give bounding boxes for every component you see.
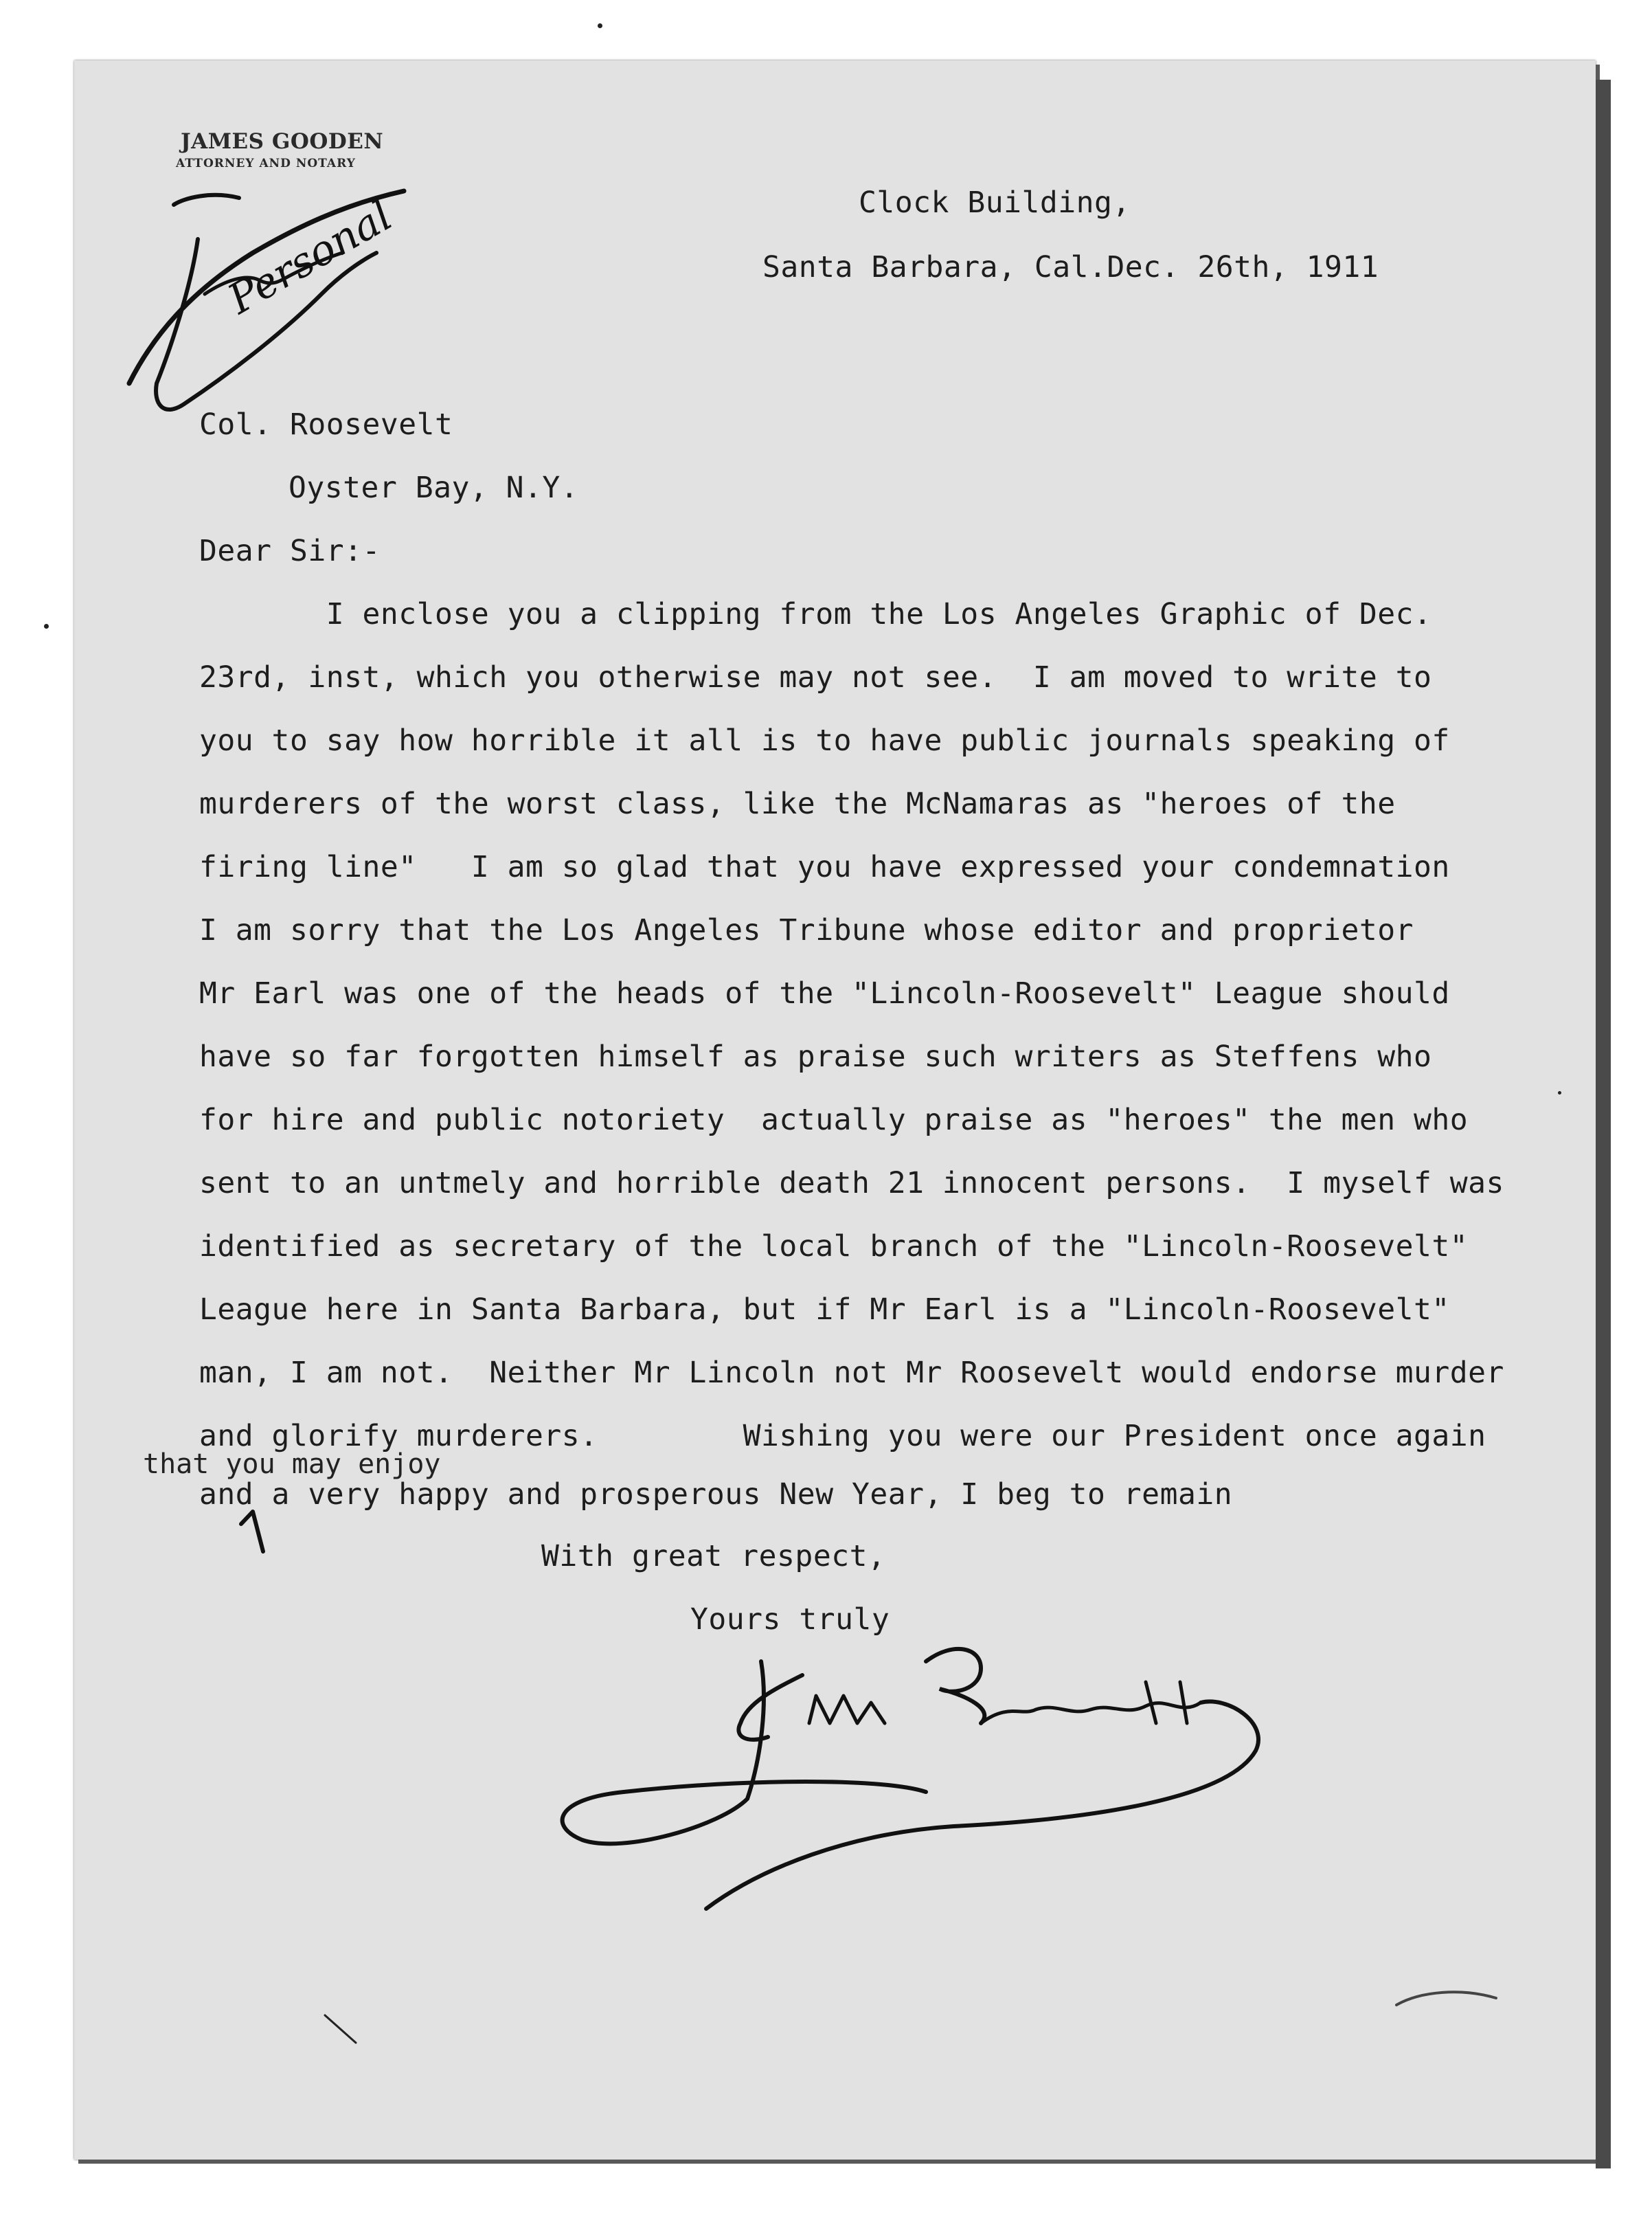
salutation: Dear Sir:-	[199, 534, 381, 568]
body-line: and glorify murderers. Wishing you were our President once again	[199, 1419, 1486, 1453]
body-line: 23rd, inst, which you otherwise may not see. I am moved to write to	[199, 660, 1432, 695]
scan-speck	[44, 624, 49, 629]
sender-address-line: Clock Building,	[859, 186, 1131, 220]
letter-page	[74, 60, 1596, 2160]
letterhead-name: JAMES GOODEN	[181, 129, 384, 154]
scan-speck	[1558, 1091, 1561, 1095]
body-line: League here in Santa Barbara, but if Mr Earl is a "Lincoln-Roosevelt"	[199, 1292, 1450, 1327]
page-edge-shadow	[1596, 80, 1611, 2168]
body-line: I enclose you a clipping from the Los Angeles Graphic of Dec.	[199, 597, 1432, 631]
body-last-line: and a very happy and prosperous New Year, I beg to remain	[199, 1477, 1233, 1512]
personal-mark-text: Personal	[220, 192, 400, 324]
insertion-caret-mark	[236, 1503, 277, 1558]
recipient-address: Oyster Bay, N.Y.	[288, 471, 579, 505]
closing-line-1: With great respect,	[541, 1539, 886, 1573]
scan-scratch	[1393, 1984, 1503, 2012]
body-line: for hire and public notoriety actually praise as "heroes" the men who	[199, 1103, 1469, 1137]
body-line: you to say how horrible it all is to have public journals speaking of	[199, 724, 1450, 758]
body-line: sent to an untmely and horrible death 21 innocent persons. I myself was	[199, 1166, 1504, 1200]
body-line: identified as secretary of the local branch of the "Lincoln-Roosevelt"	[199, 1229, 1469, 1264]
body-line: firing line" I am so glad that you have expressed your condemnation	[199, 850, 1450, 884]
letter-date: Santa Barbara, Cal.Dec. 26th, 1911	[762, 250, 1379, 284]
body-line: man, I am not. Neither Mr Lincoln not Mr Roosevelt would endorse murder	[199, 1356, 1504, 1390]
body-line: Mr Earl was one of the heads of the "Lincoln-Roosevelt" League should	[199, 976, 1450, 1011]
signature	[541, 1620, 1475, 1909]
handwritten-insertion: that you may enjoy	[143, 1448, 441, 1480]
closing-line-2: Yours truly	[690, 1602, 890, 1637]
scan-speck	[598, 23, 602, 28]
scan-scratch	[321, 2012, 363, 2053]
recipient-name: Col. Roosevelt	[199, 407, 453, 442]
body-line: I am sorry that the Los Angeles Tribune whose editor and proprietor	[199, 913, 1414, 948]
body-line: have so far forgotten himself as praise such writers as Steffens who	[199, 1040, 1432, 1074]
letterhead-title: ATTORNEY AND NOTARY	[176, 157, 356, 170]
body-line: murderers of the worst class, like the McNamaras as "heroes of the	[199, 787, 1396, 821]
